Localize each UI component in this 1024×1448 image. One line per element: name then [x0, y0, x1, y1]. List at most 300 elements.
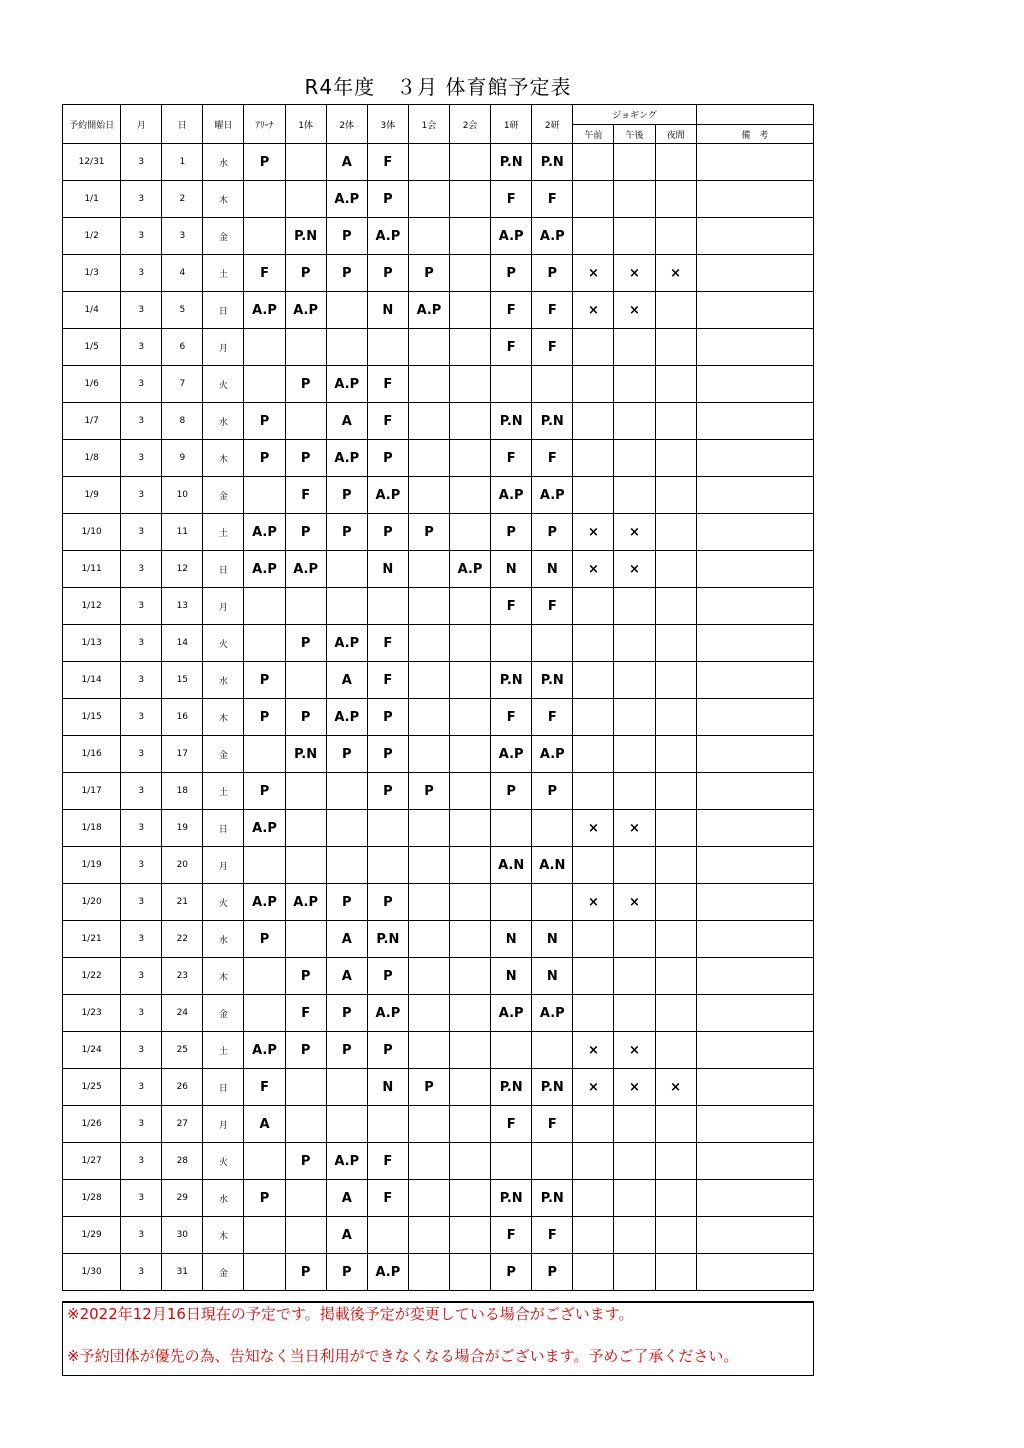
cell-gym3: [367, 1106, 408, 1143]
cell-study2: F: [532, 181, 573, 218]
cell-weekday: 金: [203, 477, 244, 514]
cell-study1: A.P: [491, 995, 532, 1032]
cell-gym2: P: [326, 736, 367, 773]
cell-gym3: [367, 847, 408, 884]
cell-gym3: [367, 329, 408, 366]
cell-gym1: F: [285, 995, 326, 1032]
cell-jog-night: [655, 588, 696, 625]
cell-jog-afternoon: [614, 1106, 655, 1143]
cell-day: 9: [162, 440, 203, 477]
cell-jog-afternoon: [614, 958, 655, 995]
cell-study1: N: [491, 921, 532, 958]
cell-gym1: P.N: [285, 736, 326, 773]
cell-study2: P.N: [532, 1180, 573, 1217]
cell-month: 3: [121, 884, 162, 921]
cell-jog-afternoon: ×: [614, 551, 655, 588]
cell-gym2: P: [326, 218, 367, 255]
header-month: 月: [121, 105, 162, 144]
cell-meeting2: [450, 884, 491, 921]
table-row: [63, 1032, 814, 1069]
cell-meeting1: [408, 1254, 449, 1291]
cell-month: 3: [121, 1217, 162, 1254]
cell-weekday: 土: [203, 255, 244, 292]
cell-jog-afternoon: ×: [614, 810, 655, 847]
cell-weekday: 金: [203, 995, 244, 1032]
cell-study1: F: [491, 292, 532, 329]
cell-arena: [244, 366, 285, 403]
cell-meeting2: [450, 810, 491, 847]
cell-arena: F: [244, 255, 285, 292]
cell-meeting1: P: [408, 1069, 449, 1106]
cell-gym2: P: [326, 1032, 367, 1069]
cell-day: 7: [162, 366, 203, 403]
header-meeting1: 1会: [408, 105, 449, 144]
cell-gym1: P.N: [285, 218, 326, 255]
cell-study1: P: [491, 514, 532, 551]
header-gym1: 1体: [285, 105, 326, 144]
cell-gym3: F: [367, 1143, 408, 1180]
table-row: [63, 1069, 814, 1106]
cell-arena: [244, 1254, 285, 1291]
cell-booking-start: 1/8: [63, 440, 121, 477]
cell-study1: [491, 366, 532, 403]
cell-month: 3: [121, 625, 162, 662]
cell-month: 3: [121, 292, 162, 329]
cell-weekday: 日: [203, 810, 244, 847]
note-priority-groups: ※予約団体が優先の為、告知なく当日利用ができなくなる場合がございます。予めご了承ください。: [67, 1347, 739, 1365]
cell-booking-start: 1/26: [63, 1106, 121, 1143]
cell-jog-afternoon: ×: [614, 1032, 655, 1069]
cell-gym2: A.P: [326, 699, 367, 736]
cell-month: 3: [121, 255, 162, 292]
cell-remarks: [696, 662, 813, 699]
cell-month: 3: [121, 1032, 162, 1069]
cell-day: 30: [162, 1217, 203, 1254]
cell-day: 21: [162, 884, 203, 921]
cell-gym3: P: [367, 181, 408, 218]
cell-jog-morning: ×: [573, 810, 614, 847]
cell-month: 3: [121, 662, 162, 699]
cell-booking-start: 1/27: [63, 1143, 121, 1180]
table-row: [63, 1254, 814, 1291]
cell-gym3: P.N: [367, 921, 408, 958]
header-booking-start: 予約開始日: [63, 105, 121, 144]
cell-jog-afternoon: [614, 144, 655, 181]
table-row: [63, 1180, 814, 1217]
cell-jog-night: [655, 292, 696, 329]
cell-meeting2: [450, 477, 491, 514]
cell-remarks: [696, 181, 813, 218]
cell-jog-afternoon: [614, 1180, 655, 1217]
cell-booking-start: 1/17: [63, 773, 121, 810]
cell-meeting1: [408, 625, 449, 662]
cell-jog-night: [655, 218, 696, 255]
cell-month: 3: [121, 1069, 162, 1106]
cell-booking-start: 1/11: [63, 551, 121, 588]
cell-study1: P: [491, 773, 532, 810]
cell-month: 3: [121, 403, 162, 440]
cell-arena: [244, 958, 285, 995]
cell-jog-night: [655, 403, 696, 440]
cell-study1: A.P: [491, 218, 532, 255]
cell-jog-night: [655, 1106, 696, 1143]
cell-gym1: [285, 773, 326, 810]
cell-jog-afternoon: [614, 736, 655, 773]
cell-day: 6: [162, 329, 203, 366]
cell-weekday: 水: [203, 403, 244, 440]
cell-month: 3: [121, 551, 162, 588]
cell-meeting2: [450, 1254, 491, 1291]
cell-remarks: [696, 810, 813, 847]
cell-booking-start: 1/2: [63, 218, 121, 255]
cell-study1: F: [491, 329, 532, 366]
cell-booking-start: 1/3: [63, 255, 121, 292]
cell-meeting1: [408, 884, 449, 921]
table-row: [63, 514, 814, 551]
cell-remarks: [696, 292, 813, 329]
cell-meeting1: [408, 699, 449, 736]
cell-jog-night: [655, 736, 696, 773]
table-row: [63, 403, 814, 440]
cell-day: 18: [162, 773, 203, 810]
table-row: [63, 440, 814, 477]
cell-study2: P.N: [532, 403, 573, 440]
cell-gym2: [326, 773, 367, 810]
cell-meeting2: [450, 588, 491, 625]
schedule-table: [62, 104, 814, 1291]
cell-meeting2: [450, 773, 491, 810]
cell-meeting1: [408, 329, 449, 366]
cell-remarks: [696, 144, 813, 181]
cell-remarks: [696, 995, 813, 1032]
cell-weekday: 木: [203, 1217, 244, 1254]
cell-study2: F: [532, 1106, 573, 1143]
cell-gym1: [285, 403, 326, 440]
cell-remarks: [696, 773, 813, 810]
cell-weekday: 金: [203, 218, 244, 255]
cell-study2: P: [532, 514, 573, 551]
cell-jog-morning: [573, 699, 614, 736]
cell-gym2: P: [326, 1254, 367, 1291]
header-arena: ｱﾘｰﾅ: [244, 105, 285, 144]
cell-meeting2: [450, 1217, 491, 1254]
table-row: [63, 366, 814, 403]
cell-gym3: P: [367, 514, 408, 551]
table-row: [63, 995, 814, 1032]
cell-meeting1: [408, 1143, 449, 1180]
cell-study1: [491, 625, 532, 662]
cell-remarks: [696, 218, 813, 255]
cell-day: 13: [162, 588, 203, 625]
cell-arena: A.P: [244, 292, 285, 329]
cell-gym1: P: [285, 1032, 326, 1069]
cell-study1: [491, 1032, 532, 1069]
cell-meeting2: [450, 1032, 491, 1069]
cell-weekday: 木: [203, 699, 244, 736]
cell-study2: P.N: [532, 1069, 573, 1106]
cell-gym2: [326, 588, 367, 625]
cell-jog-afternoon: [614, 477, 655, 514]
cell-arena: P: [244, 699, 285, 736]
cell-booking-start: 1/4: [63, 292, 121, 329]
cell-study1: P: [491, 1254, 532, 1291]
cell-jog-afternoon: [614, 847, 655, 884]
cell-month: 3: [121, 588, 162, 625]
cell-weekday: 木: [203, 181, 244, 218]
cell-gym1: A.P: [285, 551, 326, 588]
cell-jog-afternoon: [614, 181, 655, 218]
cell-weekday: 水: [203, 144, 244, 181]
cell-day: 16: [162, 699, 203, 736]
cell-study1: [491, 810, 532, 847]
cell-gym1: P: [285, 255, 326, 292]
cell-month: 3: [121, 440, 162, 477]
cell-gym2: A: [326, 921, 367, 958]
header-jogging: ジョギング: [573, 105, 696, 125]
cell-remarks: [696, 551, 813, 588]
cell-arena: A.P: [244, 551, 285, 588]
cell-meeting2: [450, 1180, 491, 1217]
header-remarks-top: [696, 105, 813, 125]
cell-study1: [491, 1143, 532, 1180]
cell-booking-start: 1/23: [63, 995, 121, 1032]
cell-meeting1: [408, 847, 449, 884]
cell-booking-start: 1/15: [63, 699, 121, 736]
cell-day: 23: [162, 958, 203, 995]
cell-meeting1: [408, 440, 449, 477]
cell-weekday: 日: [203, 551, 244, 588]
cell-meeting2: [450, 995, 491, 1032]
cell-jog-morning: [573, 181, 614, 218]
cell-gym3: P: [367, 699, 408, 736]
cell-day: 27: [162, 1106, 203, 1143]
cell-gym1: A.P: [285, 884, 326, 921]
cell-jog-afternoon: ×: [614, 884, 655, 921]
cell-jog-morning: ×: [573, 255, 614, 292]
cell-arena: P: [244, 773, 285, 810]
cell-jog-morning: [573, 1143, 614, 1180]
cell-study1: [491, 884, 532, 921]
cell-jog-afternoon: [614, 1143, 655, 1180]
cell-day: 25: [162, 1032, 203, 1069]
cell-weekday: 土: [203, 773, 244, 810]
cell-meeting1: [408, 218, 449, 255]
cell-weekday: 月: [203, 1106, 244, 1143]
cell-arena: [244, 477, 285, 514]
cell-arena: [244, 736, 285, 773]
cell-arena: P: [244, 1180, 285, 1217]
cell-study2: P.N: [532, 144, 573, 181]
cell-gym2: [326, 1106, 367, 1143]
cell-weekday: 火: [203, 625, 244, 662]
cell-gym3: F: [367, 366, 408, 403]
cell-jog-night: [655, 1143, 696, 1180]
table-row: [63, 884, 814, 921]
cell-study1: P.N: [491, 403, 532, 440]
cell-gym1: P: [285, 514, 326, 551]
cell-gym2: [326, 551, 367, 588]
cell-meeting2: [450, 403, 491, 440]
cell-jog-morning: [573, 958, 614, 995]
cell-remarks: [696, 921, 813, 958]
cell-day: 12: [162, 551, 203, 588]
cell-jog-night: [655, 921, 696, 958]
cell-meeting1: [408, 810, 449, 847]
cell-gym2: A.P: [326, 625, 367, 662]
cell-arena: A.P: [244, 810, 285, 847]
cell-meeting2: [450, 366, 491, 403]
cell-arena: [244, 995, 285, 1032]
cell-day: 2: [162, 181, 203, 218]
cell-weekday: 日: [203, 292, 244, 329]
header-weekday: 曜日: [203, 105, 244, 144]
cell-jog-afternoon: [614, 773, 655, 810]
cell-day: 14: [162, 625, 203, 662]
cell-gym1: [285, 810, 326, 847]
cell-study1: A.P: [491, 477, 532, 514]
cell-jog-morning: [573, 1217, 614, 1254]
cell-study1: A.P: [491, 736, 532, 773]
cell-jog-night: [655, 1254, 696, 1291]
cell-gym3: P: [367, 773, 408, 810]
cell-meeting2: [450, 440, 491, 477]
cell-gym2: A: [326, 144, 367, 181]
cell-jog-night: [655, 699, 696, 736]
cell-month: 3: [121, 144, 162, 181]
cell-booking-start: 1/22: [63, 958, 121, 995]
cell-jog-night: [655, 551, 696, 588]
header-jog-morning: 午前: [573, 125, 614, 144]
cell-jog-morning: [573, 366, 614, 403]
cell-gym3: N: [367, 292, 408, 329]
cell-study2: P: [532, 773, 573, 810]
header-study2: 2研: [532, 105, 573, 144]
cell-study1: P: [491, 255, 532, 292]
header-meeting2: 2会: [450, 105, 491, 144]
cell-jog-morning: ×: [573, 1069, 614, 1106]
cell-gym3: F: [367, 1180, 408, 1217]
cell-gym2: [326, 329, 367, 366]
cell-meeting1: P: [408, 514, 449, 551]
cell-remarks: [696, 625, 813, 662]
table-row: [63, 662, 814, 699]
cell-meeting1: [408, 1217, 449, 1254]
cell-jog-night: [655, 181, 696, 218]
cell-arena: P: [244, 403, 285, 440]
cell-remarks: [696, 1217, 813, 1254]
cell-weekday: 水: [203, 662, 244, 699]
cell-arena: [244, 181, 285, 218]
cell-weekday: 月: [203, 329, 244, 366]
cell-arena: P: [244, 440, 285, 477]
cell-booking-start: 1/9: [63, 477, 121, 514]
cell-gym2: A: [326, 662, 367, 699]
cell-jog-afternoon: [614, 1254, 655, 1291]
cell-jog-morning: [573, 773, 614, 810]
cell-arena: A.P: [244, 884, 285, 921]
cell-jog-afternoon: [614, 995, 655, 1032]
cell-gym1: P: [285, 699, 326, 736]
cell-gym2: [326, 810, 367, 847]
cell-jog-morning: [573, 921, 614, 958]
table-row: [63, 1143, 814, 1180]
cell-study1: F: [491, 1217, 532, 1254]
cell-gym1: [285, 1217, 326, 1254]
cell-booking-start: 1/28: [63, 1180, 121, 1217]
cell-day: 4: [162, 255, 203, 292]
cell-month: 3: [121, 736, 162, 773]
table-row: [63, 699, 814, 736]
cell-remarks: [696, 1143, 813, 1180]
cell-remarks: [696, 736, 813, 773]
cell-weekday: 木: [203, 958, 244, 995]
cell-study2: A.P: [532, 218, 573, 255]
table-row: [63, 181, 814, 218]
table-row: [63, 255, 814, 292]
header-day: 日: [162, 105, 203, 144]
cell-booking-start: 1/25: [63, 1069, 121, 1106]
cell-study2: F: [532, 588, 573, 625]
cell-weekday: 水: [203, 1180, 244, 1217]
cell-jog-morning: ×: [573, 551, 614, 588]
cell-month: 3: [121, 1254, 162, 1291]
cell-study1: A.N: [491, 847, 532, 884]
cell-study1: P.N: [491, 1180, 532, 1217]
cell-gym3: A.P: [367, 995, 408, 1032]
cell-meeting1: [408, 1180, 449, 1217]
table-row: [63, 551, 814, 588]
header-jog-afternoon: 午後: [614, 125, 655, 144]
cell-gym2: P: [326, 255, 367, 292]
cell-meeting1: [408, 662, 449, 699]
cell-remarks: [696, 847, 813, 884]
cell-gym2: A: [326, 1180, 367, 1217]
cell-gym1: P: [285, 958, 326, 995]
cell-jog-night: [655, 1032, 696, 1069]
cell-arena: [244, 588, 285, 625]
cell-meeting1: [408, 958, 449, 995]
cell-gym3: [367, 588, 408, 625]
cell-meeting2: [450, 1069, 491, 1106]
cell-arena: [244, 625, 285, 662]
cell-weekday: 土: [203, 1032, 244, 1069]
cell-booking-start: 1/1: [63, 181, 121, 218]
cell-gym2: P: [326, 514, 367, 551]
cell-day: 26: [162, 1069, 203, 1106]
cell-booking-start: 1/14: [63, 662, 121, 699]
cell-meeting1: [408, 588, 449, 625]
cell-booking-start: 1/16: [63, 736, 121, 773]
cell-booking-start: 1/21: [63, 921, 121, 958]
cell-remarks: [696, 588, 813, 625]
cell-gym2: P: [326, 477, 367, 514]
cell-meeting2: [450, 1106, 491, 1143]
cell-study2: P: [532, 255, 573, 292]
cell-gym2: A.P: [326, 1143, 367, 1180]
cell-gym3: P: [367, 440, 408, 477]
cell-meeting1: P: [408, 255, 449, 292]
cell-month: 3: [121, 699, 162, 736]
cell-gym1: [285, 1069, 326, 1106]
cell-jog-morning: [573, 1254, 614, 1291]
cell-jog-morning: [573, 995, 614, 1032]
cell-month: 3: [121, 1180, 162, 1217]
cell-weekday: 火: [203, 366, 244, 403]
cell-arena: [244, 1143, 285, 1180]
cell-meeting2: [450, 292, 491, 329]
cell-arena: [244, 847, 285, 884]
cell-gym1: P: [285, 625, 326, 662]
